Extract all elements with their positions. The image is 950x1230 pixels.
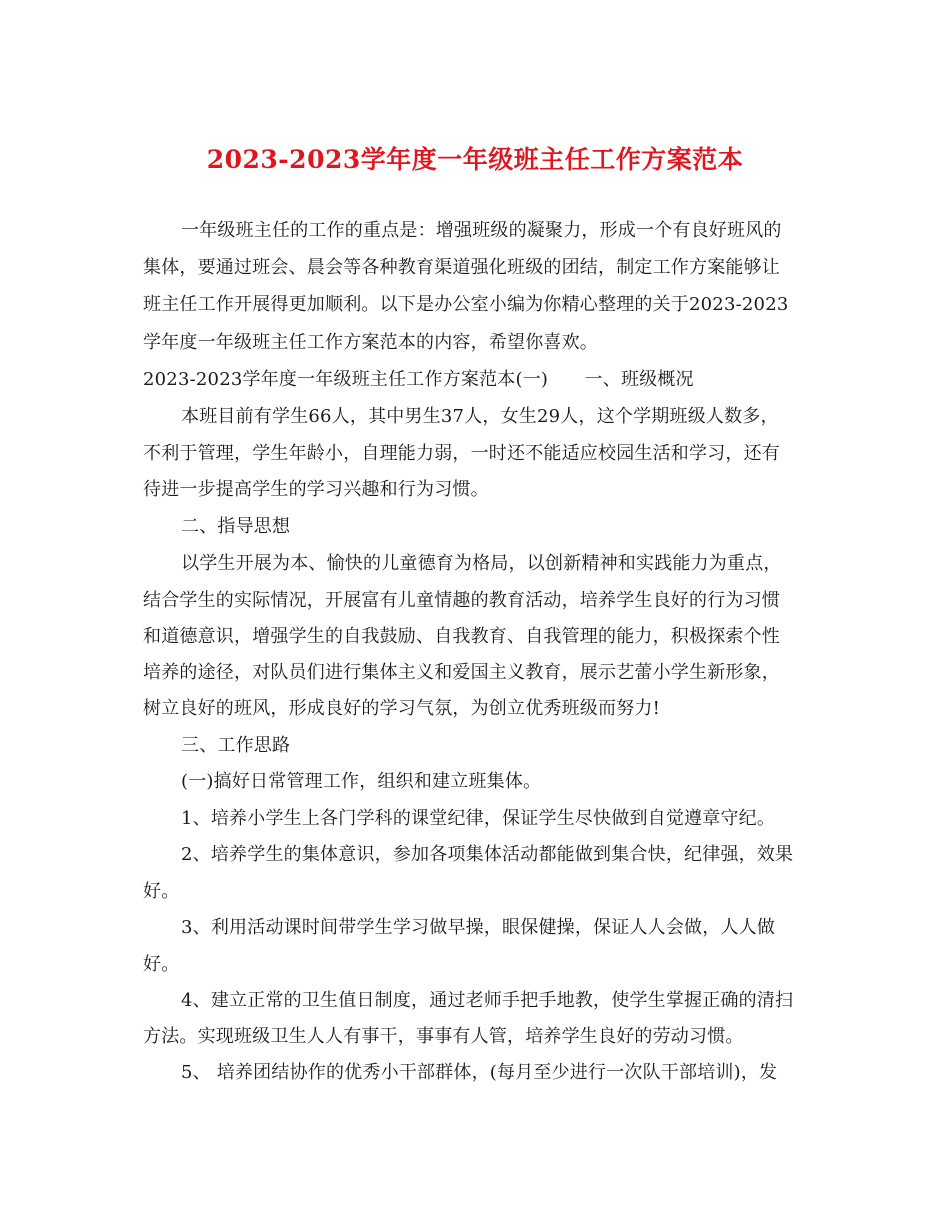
paragraph-line: 树立良好的班风，形成良好的学习气氛，为创立优秀班级而努力! [143,698,661,719]
paragraph-line: 和道德意识，增强学生的自我鼓励、自我教育、自我管理的能力，积极探索个性 [143,626,780,647]
paragraph-line: 培养的途径，对队员们进行集体主义和爱国主义教育，展示艺蕾小学生新形象， [143,662,780,683]
section-heading: 二、指导思想 [181,516,291,537]
list-item: 5、 培养团结协作的优秀小干部群体，(每月至少进行一次队干部培训)，发 [181,1062,778,1083]
document-title: 2023-2023学年度一年级班主任工作方案范本 [206,145,744,174]
paragraph-line: 本班目前有学生66人，其中男生37人，女生29人，这个学期班级人数多， [181,406,779,427]
paragraph-line: 班主任工作开展得更加顺利。以下是办公室小编为你精心整理的关于2023-2023 [143,294,789,315]
paragraph-line: 结合学生的实际情况，开展富有儿童情趣的教育活动，培养学生良好的行为习惯 [143,590,780,611]
subsection-heading: (一)搞好日常管理工作，组织和建立班集体。 [181,771,542,792]
paragraph-line: 以学生开展为本、愉快的儿童德育为格局，以创新精神和实践能力为重点， [181,553,782,574]
paragraph-line: 一年级班主任的工作的重点是：增强班级的凝聚力，形成一个有良好班风的 [181,220,782,241]
paragraph-line: 学年度一年级班主任工作方案范本的内容，希望你喜欢。 [143,332,598,353]
paragraph-line: 待进一步提高学生的学习兴趣和行为习惯。 [143,479,489,500]
list-item: 4、建立正常的卫生值日制度，通过老师手把手地教，使学生掌握正确的清扫 [181,990,794,1011]
list-item: 3、利用活动课时间带学生学习做早操，眼保健操，保证人人会做，人人做 [181,917,776,938]
list-item: 1、培养小学生上各门学科的课堂纪律，保证学生尽快做到自觉遵章守纪。 [181,808,776,829]
paragraph-line: 集体，要通过班会、晨会等各种教育渠道强化班级的团结，制定工作方案能够让 [143,257,780,278]
list-item: 2、培养学生的集体意识，参加各项集体活动都能做到集合快，纪律强，效果 [181,844,794,865]
list-item-continuation: 好。 [143,954,180,975]
section-heading: 三、工作思路 [181,735,291,756]
list-item-continuation: 方法。实现班级卫生人人有事干，事事有人管，培养学生良好的劳动习惯。 [143,1026,744,1047]
section-heading-line: 2023-2023学年度一年级班主任工作方案范本(一) 一、班级概况 [143,369,694,390]
paragraph-line: 不利于管理，学生年龄小，自理能力弱，一时还不能适应校园生活和学习，还有 [143,443,780,464]
list-item-continuation: 好。 [143,881,180,902]
